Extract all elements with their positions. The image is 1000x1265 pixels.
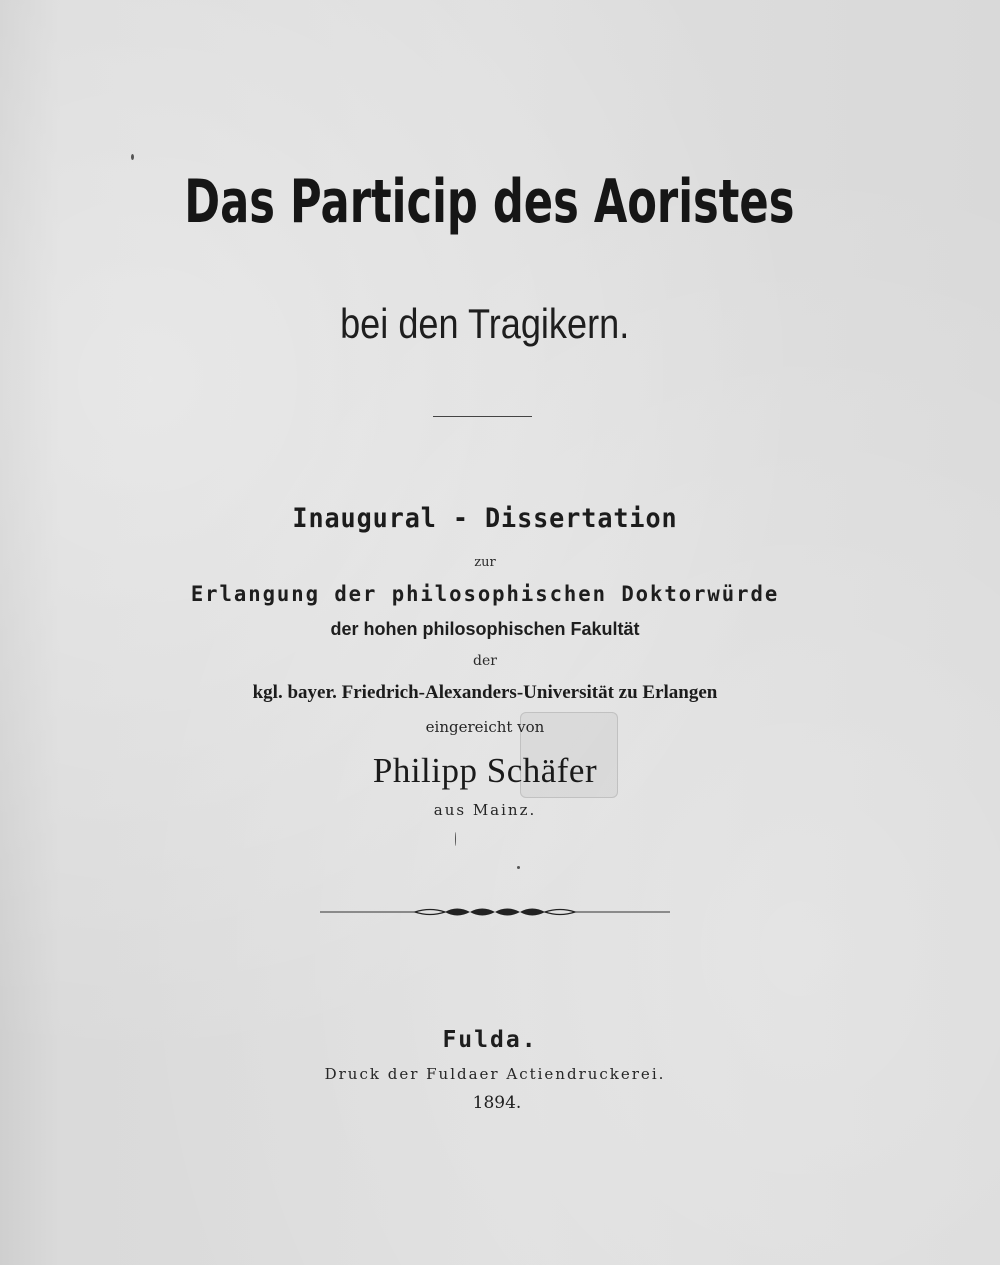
dissertation-faculty: der hohen philosophischen Fakultät — [330, 619, 640, 639]
author-name: Philipp Schäfer — [372, 751, 598, 790]
submitted-by: eingereicht von — [425, 718, 545, 736]
book-title: Das Particip des Aoristes — [184, 167, 795, 237]
divider-rule — [433, 416, 532, 417]
dissertation-zur: zur — [474, 555, 496, 570]
dissertation-heading: Inaugural - Dissertation — [292, 503, 678, 534]
paper-speck — [455, 832, 456, 846]
imprint-place: Fulda. — [442, 1027, 538, 1053]
imprint-year: 1894. — [472, 1093, 522, 1113]
paper-speck — [131, 154, 134, 160]
imprint-printer: Druck der Fuldaer Actiendruckerei. — [324, 1065, 666, 1083]
dissertation-university: kgl. bayer. Friedrich-Alexanders-Universität zu Erlangen — [252, 682, 718, 703]
book-subtitle: bei den Tragikern. — [340, 300, 630, 347]
dissertation-purpose: Erlangung der philosophischen Doktorwürde — [190, 582, 780, 606]
author-origin: aus Mainz. — [433, 801, 537, 819]
dissertation-der: der — [473, 653, 497, 669]
ornamental-rule-icon — [320, 903, 670, 921]
paper-speck — [517, 866, 520, 869]
